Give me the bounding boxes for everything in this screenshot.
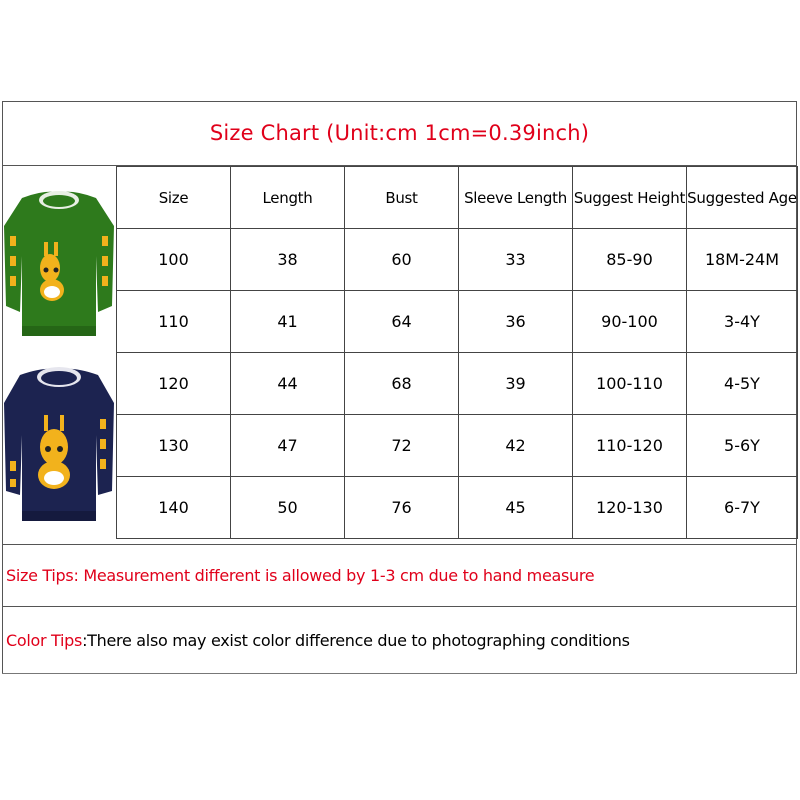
size-table bbox=[116, 166, 798, 539]
cell-length: 38 bbox=[231, 229, 345, 291]
size-tips-text: : Measurement different is allowed by 1-3 cm due to hand measure bbox=[73, 566, 595, 585]
header-bust: Bust bbox=[345, 167, 459, 229]
color-tips-text: :There also may exist color difference due to photographing conditions bbox=[82, 631, 630, 650]
cell-sleeve-length: 39 bbox=[459, 353, 573, 415]
cell-length: 44 bbox=[231, 353, 345, 415]
header-length: Length bbox=[231, 167, 345, 229]
cell-bust: 60 bbox=[345, 229, 459, 291]
table-row bbox=[117, 415, 798, 477]
header-suggest-height: Suggest Height bbox=[573, 167, 687, 229]
green-giraffe-sweater-icon bbox=[2, 186, 116, 356]
cell-suggested-age: 18M-24M bbox=[687, 229, 798, 291]
header-sleeve-length: Sleeve Length bbox=[459, 167, 573, 229]
cell-suggest-height: 100-110 bbox=[573, 353, 687, 415]
cell-length: 50 bbox=[231, 477, 345, 539]
cell-bust: 76 bbox=[345, 477, 459, 539]
cell-suggested-age: 3-4Y bbox=[687, 291, 798, 353]
product-images bbox=[2, 166, 116, 544]
cell-suggest-height: 110-120 bbox=[573, 415, 687, 477]
cell-suggest-height: 120-130 bbox=[573, 477, 687, 539]
cell-sleeve-length: 45 bbox=[459, 477, 573, 539]
navy-giraffe-sweater-icon bbox=[2, 361, 116, 531]
cell-size: 120 bbox=[117, 353, 231, 415]
cell-size: 140 bbox=[117, 477, 231, 539]
bottom-divider bbox=[2, 673, 797, 674]
cell-suggest-height: 90-100 bbox=[573, 291, 687, 353]
cell-suggested-age: 6-7Y bbox=[687, 477, 798, 539]
table-row bbox=[117, 477, 798, 539]
cell-bust: 64 bbox=[345, 291, 459, 353]
header-suggested-age: Suggested Age bbox=[687, 167, 798, 229]
cell-sleeve-length: 36 bbox=[459, 291, 573, 353]
table-header-row bbox=[117, 167, 798, 229]
cell-suggested-age: 4-5Y bbox=[687, 353, 798, 415]
cell-suggest-height: 85-90 bbox=[573, 229, 687, 291]
cell-suggested-age: 5-6Y bbox=[687, 415, 798, 477]
table-row bbox=[117, 291, 798, 353]
cell-size: 130 bbox=[117, 415, 231, 477]
table-row bbox=[117, 353, 798, 415]
cell-length: 41 bbox=[231, 291, 345, 353]
cell-bust: 72 bbox=[345, 415, 459, 477]
size-tips-row bbox=[2, 544, 797, 607]
cell-sleeve-length: 33 bbox=[459, 229, 573, 291]
cell-length: 47 bbox=[231, 415, 345, 477]
cell-size: 110 bbox=[117, 291, 231, 353]
chart-title: Size Chart (Unit:cm 1cm=0.39inch) bbox=[2, 101, 797, 166]
header-size: Size bbox=[117, 167, 231, 229]
cell-bust: 68 bbox=[345, 353, 459, 415]
size-tips-label: Size Tips bbox=[6, 566, 74, 585]
cell-sleeve-length: 42 bbox=[459, 415, 573, 477]
color-tips-label: Color Tips bbox=[6, 631, 83, 650]
color-tips-row bbox=[2, 607, 797, 674]
cell-size: 100 bbox=[117, 229, 231, 291]
table-row bbox=[117, 229, 798, 291]
